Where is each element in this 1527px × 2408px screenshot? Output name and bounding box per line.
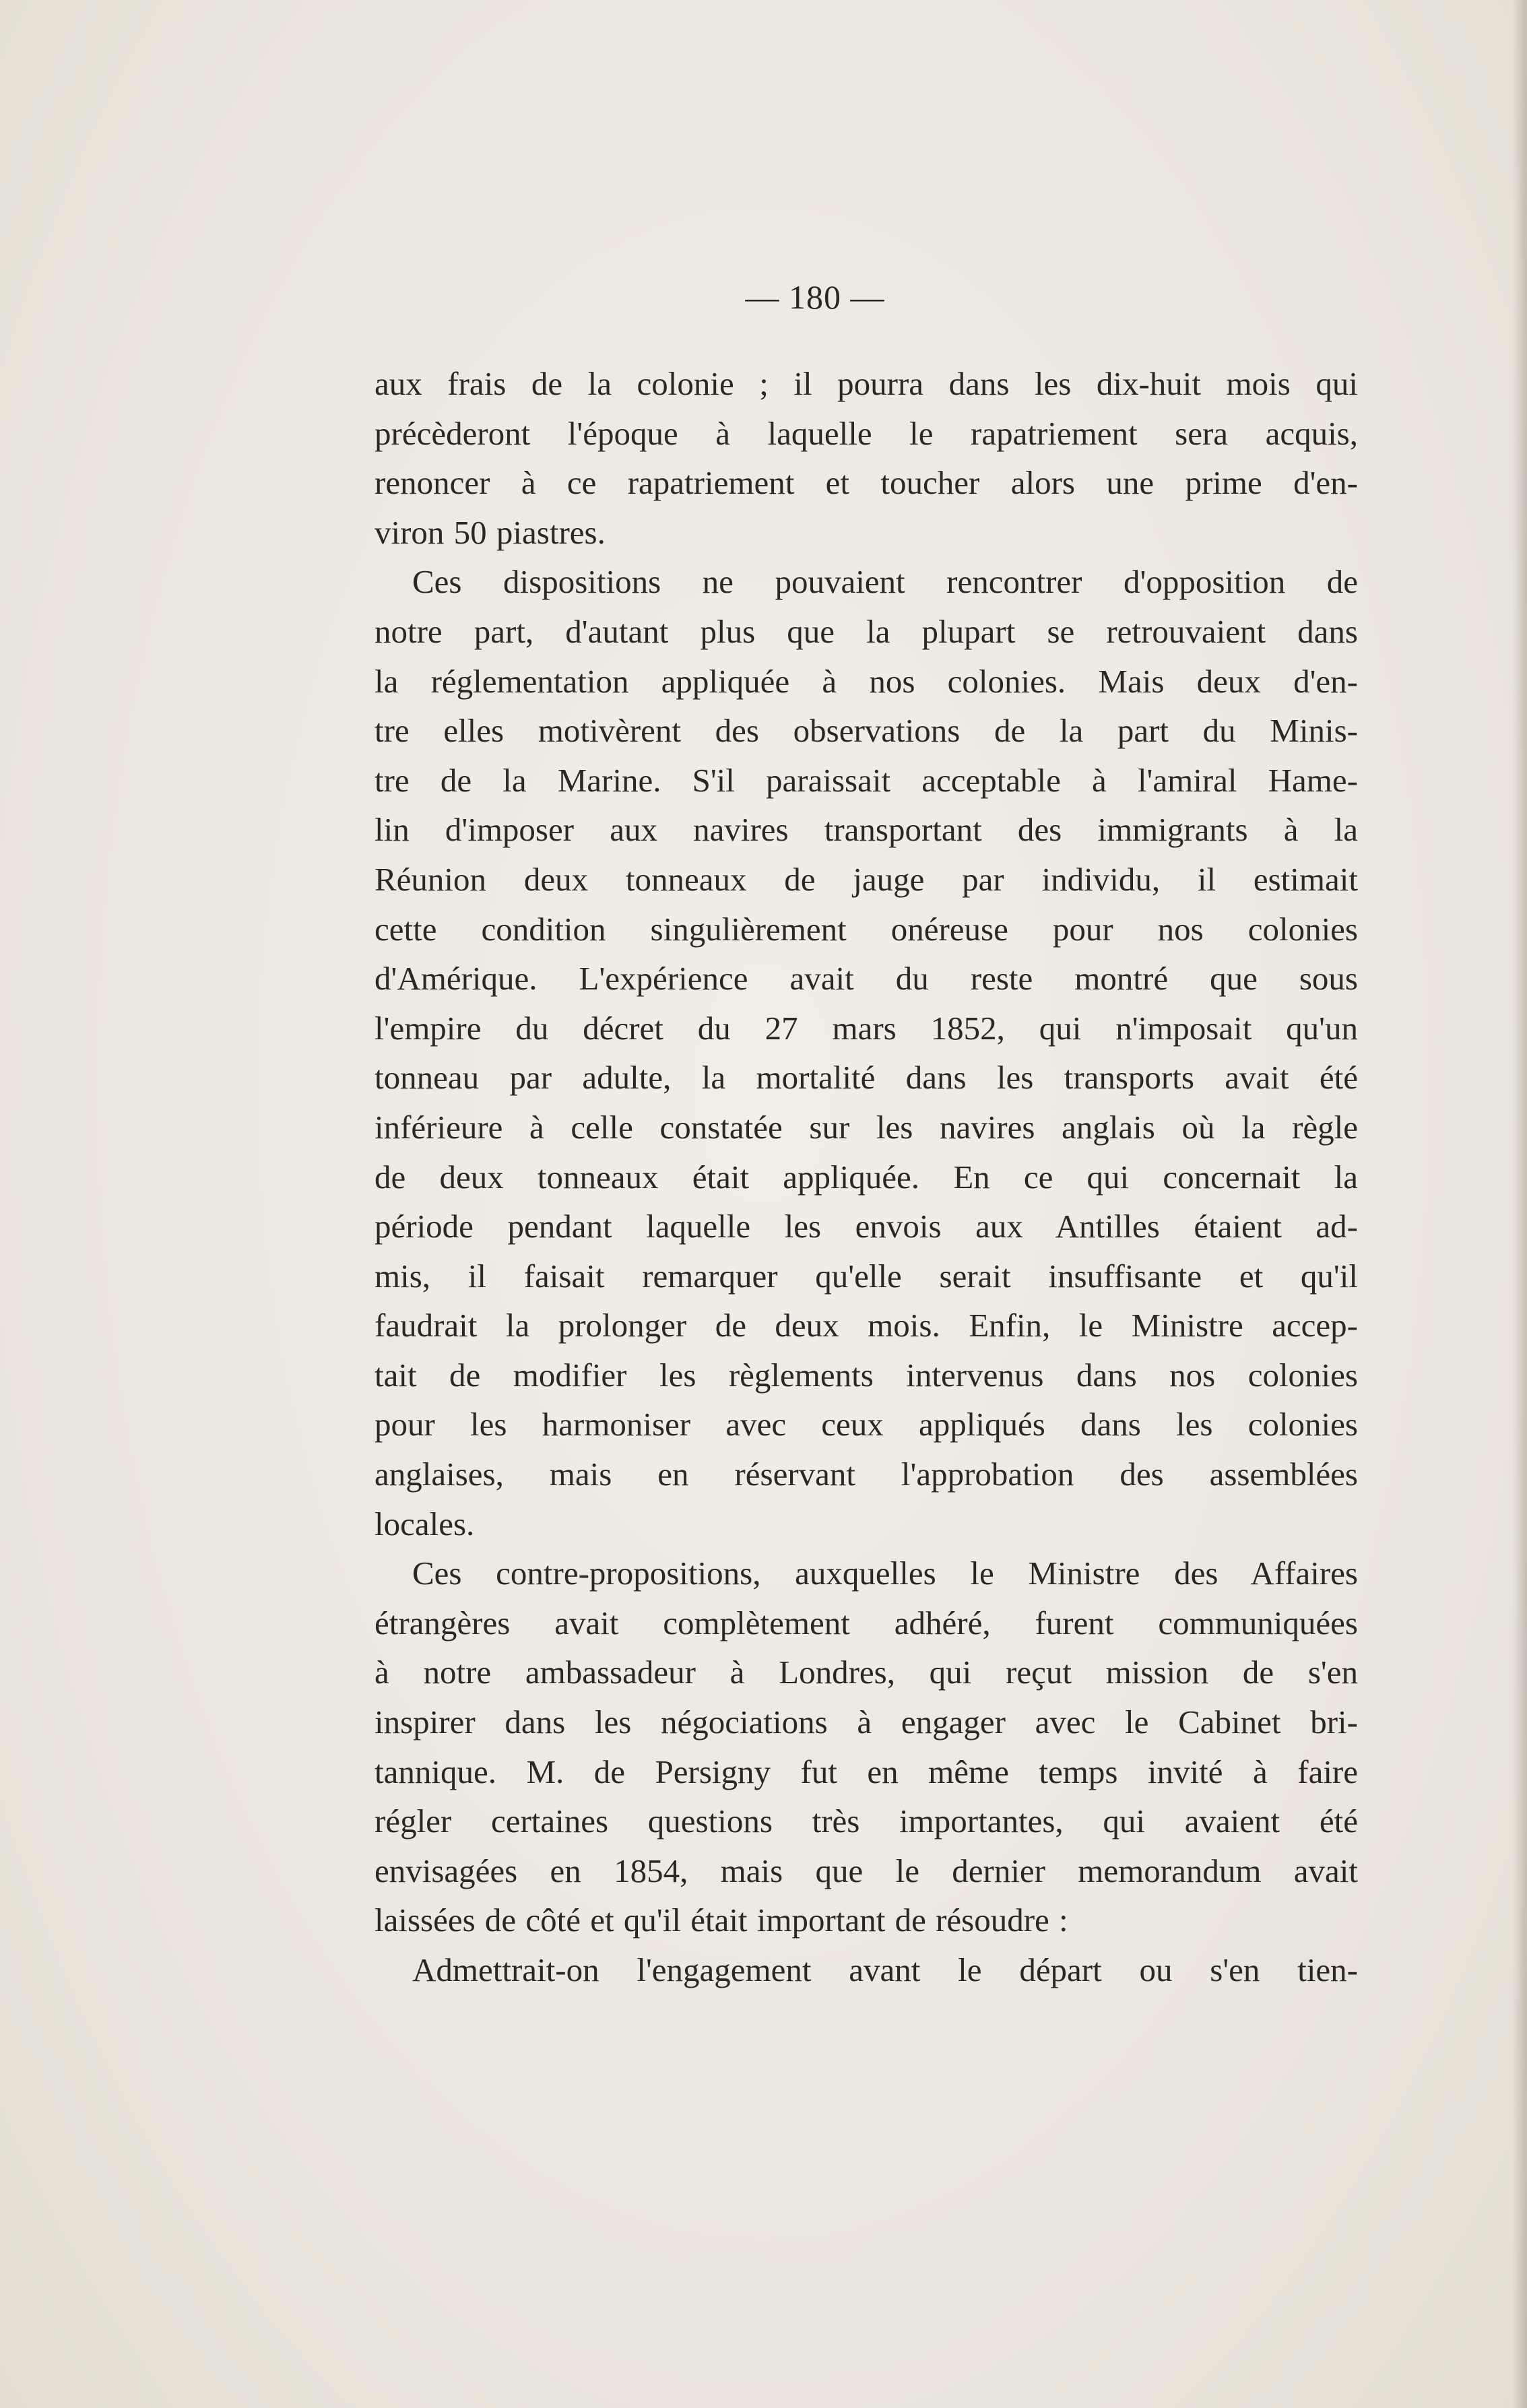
text-line: locales. [375,1505,475,1542]
text-line: tonneau par adulte, la mortalité dans les transports avait été [375,1059,1358,1097]
text-line: lin d'imposer aux navires transportant des immigrants à la [375,811,1358,849]
text-line: tait de modifier les règlements intervenus dans nos colonies [375,1356,1358,1394]
text-line: renoncer à ce rapatriement et toucher alors une prime d'en- [375,464,1358,502]
text-line: la réglementation appliquée à nos colonies. Mais deux d'en- [375,662,1358,700]
text-line: tannique. M. de Persigny fut en même temps invité à faire [375,1753,1358,1790]
text-line: de deux tonneaux était appliquée. En ce qui concernait la [375,1158,1358,1196]
text-line: viron 50 piastres. [375,513,606,551]
text-line: anglaises, mais en réservant l'approbation des assemblées [375,1456,1358,1493]
text-line: Réunion deux tonneaux de jauge par individu, il estimait [375,860,1358,898]
text-line: tre elles motivèrent des observations de la part du Minis- [375,712,1358,750]
text-line: régler certaines questions très importantes, qui avaient été [375,1802,1358,1840]
text-line: aux frais de la colonie ; il pourra dans les dix-huit mois qui [375,365,1358,402]
text-line: pour les harmoniser avec ceux appliqués dans les colonies [375,1406,1358,1443]
text-line: étrangères avait complètement adhéré, furent communiquées [375,1604,1358,1641]
text-line: période pendant laquelle les envois aux Antilles étaient ad- [375,1208,1358,1245]
text-line: tre de la Marine. S'il paraissait acceptable à l'amiral Hame- [375,761,1358,799]
page-edge-shadow [1512,0,1527,2408]
text-line: inspirer dans les négociations à engager avec le Cabinet bri- [375,1703,1358,1741]
text-line: envisagées en 1854, mais que le dernier memorandum avait [375,1852,1358,1889]
text-line: d'Amérique. L'expérience avait du reste montré que sous [375,960,1358,998]
text-line: à notre ambassadeur à Londres, qui reçut mission de s'en [375,1654,1358,1691]
text-line: mis, il faisait remarquer qu'elle serait insuffisante et qu'il [375,1257,1358,1295]
text-line: Ces contre-propositions, auxquelles le Ministre des Affaires [412,1555,1358,1592]
text-line: faudrait la prolonger de deux mois. Enfin, le Ministre accep- [375,1307,1358,1344]
text-line: Admettrait-on l'engagement avant le départ ou s'en tien- [412,1951,1358,1988]
text-line: précèderont l'époque à laquelle le rapatriement sera acquis, [375,414,1358,452]
text-line: inférieure à celle constatée sur les navires anglais où la règle [375,1108,1358,1146]
text-line: Ces dispositions ne pouvaient rencontrer d'opposition de [412,563,1358,601]
text-line: laissées de côté et qu'il était important de résoudre : [375,1901,1068,1939]
text-line: notre part, d'autant plus que la plupart se retrouvaient dans [375,612,1358,650]
body-text [375,359,1358,1995]
page-number: — 180 — [745,278,885,316]
text-line: cette condition singulièrement onéreuse pour nos colonies [375,910,1358,948]
text-line: l'empire du décret du 27 mars 1852, qui n'imposait qu'un [375,1009,1358,1047]
